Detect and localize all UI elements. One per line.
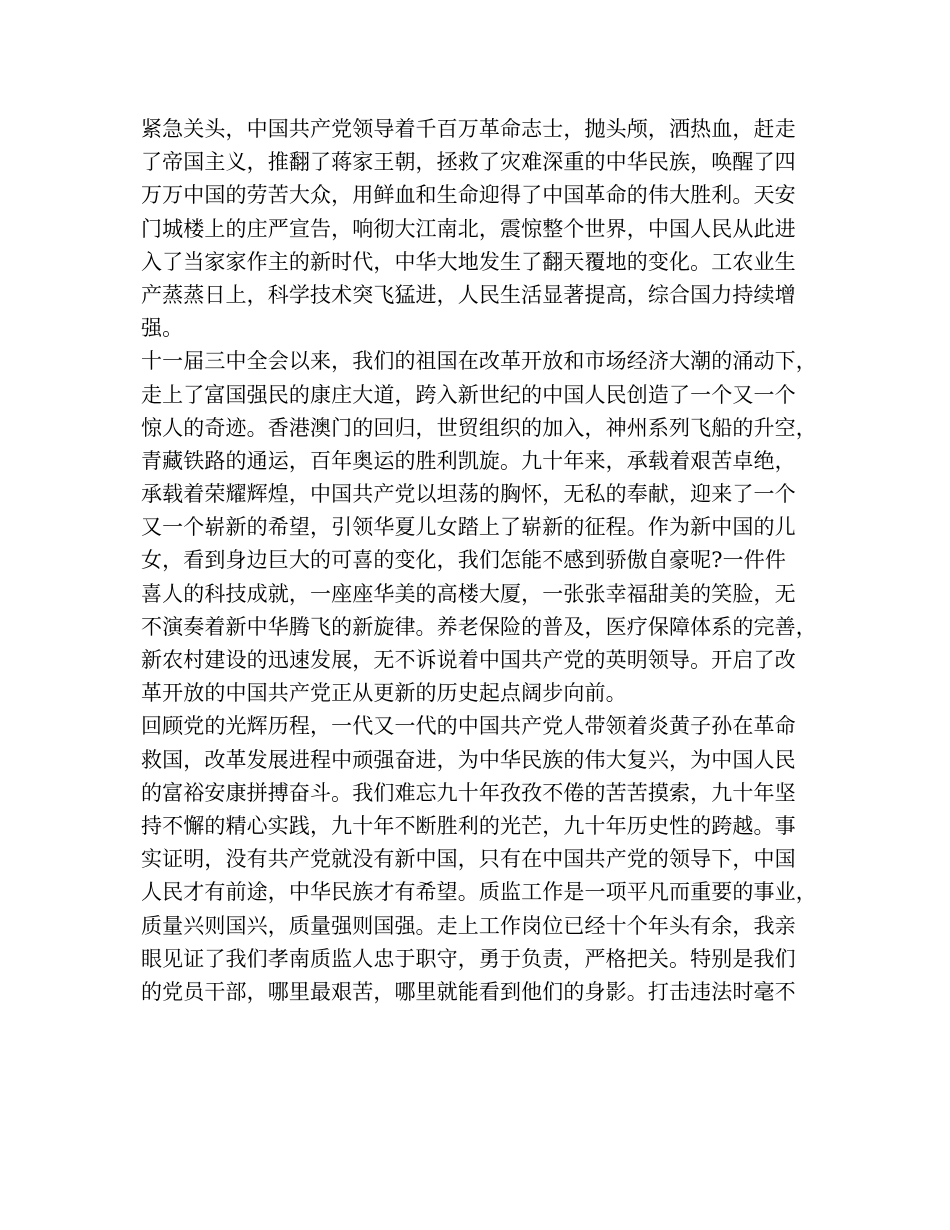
document-body <box>141 113 827 1009</box>
text-line: 实证明，没有共产党就没有新中国，只有在中国共产党的领导下，中国 <box>141 847 796 872</box>
text-line: 质量兴则国兴，质量强则国强。走上工作岗位已经十个年头有余，我亲 <box>141 913 796 938</box>
text-line: 强。 <box>141 316 184 341</box>
text-line: 万万中国的劳苦大众，用鲜血和生命迎得了中国革命的伟大胜利。天安 <box>141 183 796 208</box>
text-line: 承载着荣耀辉煌，中国共产党以坦荡的胸怀，无私的奉献，迎来了一个 <box>141 482 796 507</box>
text-line: 产蒸蒸日上，科学技术突飞猛进，人民生活显著提高，综合国力持续增 <box>141 282 796 307</box>
text-line: 救国，改革发展进程中顽强奋进，为中华民族的伟大复兴，为中国人民 <box>141 747 796 772</box>
text-line: 回顾党的光辉历程，一代又一代的中国共产党人带领着炎黄子孙在革命 <box>141 714 796 739</box>
text-line: 了帝国主义，推翻了蒋家王朝，拯救了灾难深重的中华民族，唤醒了四 <box>141 150 796 175</box>
text-line: 人民才有前途，中华民族才有希望。质监工作是一项平凡而重要的事业， <box>141 880 817 905</box>
text-line: 新农村建设的迅速发展，无不诉说着中国共产党的英明领导。开启了改 <box>141 648 796 672</box>
text-line: 紧急关头，中国共产党领导着千百万革命志士，抛头颅，洒热血，赶走 <box>141 117 796 141</box>
text-line: 又一个崭新的希望，引领华夏儿女踏上了崭新的征程。作为新中国的儿 <box>141 515 796 540</box>
text-line: 走上了富国强民的康庄大道，跨入新世纪的中国人民创造了一个又一个 <box>141 382 796 407</box>
text-line: 不演奏着新中华腾飞的新旋律。养老保险的普及，医疗保障体系的完善， <box>141 614 817 639</box>
text-line: 入了当家家作主的新时代，中华大地发生了翻天覆地的变化。工农业生 <box>141 249 796 274</box>
text-line: 门城楼上的庄严宣告，响彻大江南北，震惊整个世界，中国人民从此进 <box>141 216 796 241</box>
text-line: 惊人的奇迹。香港澳门的回归，世贸组织的加入，神州系列飞船的升空， <box>141 415 817 440</box>
text-line: 青藏铁路的通运，百年奥运的胜利凯旋。九十年来，承载着艰苦卓绝， <box>141 448 796 473</box>
text-line: 的党员干部，哪里最艰苦，哪里就能看到他们的身影。打击违法时毫不 <box>141 979 796 1004</box>
text-line: 喜人的科技成就，一座座华美的高楼大厦，一张张幸福甜美的笑脸，无 <box>141 581 796 606</box>
text-line: 女，看到身边巨大的可喜的变化，我们怎能不感到骄傲自豪呢?一件件 <box>141 548 786 573</box>
text-line: 持不懈的精心实践，九十年不断胜利的光芒，九十年历史性的跨越。事 <box>141 813 796 838</box>
text-line: 革开放的中国共产党正从更新的历史起点阔步向前。 <box>141 681 627 706</box>
text-line: 十一届三中全会以来，我们的祖国在改革开放和市场经济大潮的涌动下， <box>141 349 817 374</box>
text-line: 的富裕安康拼搏奋斗。我们难忘九十年孜孜不倦的苦苦摸索，九十年坚 <box>141 780 796 805</box>
text-line: 眼见证了我们孝南质监人忠于职守，勇于负责，严格把关。特别是我们 <box>141 946 796 971</box>
